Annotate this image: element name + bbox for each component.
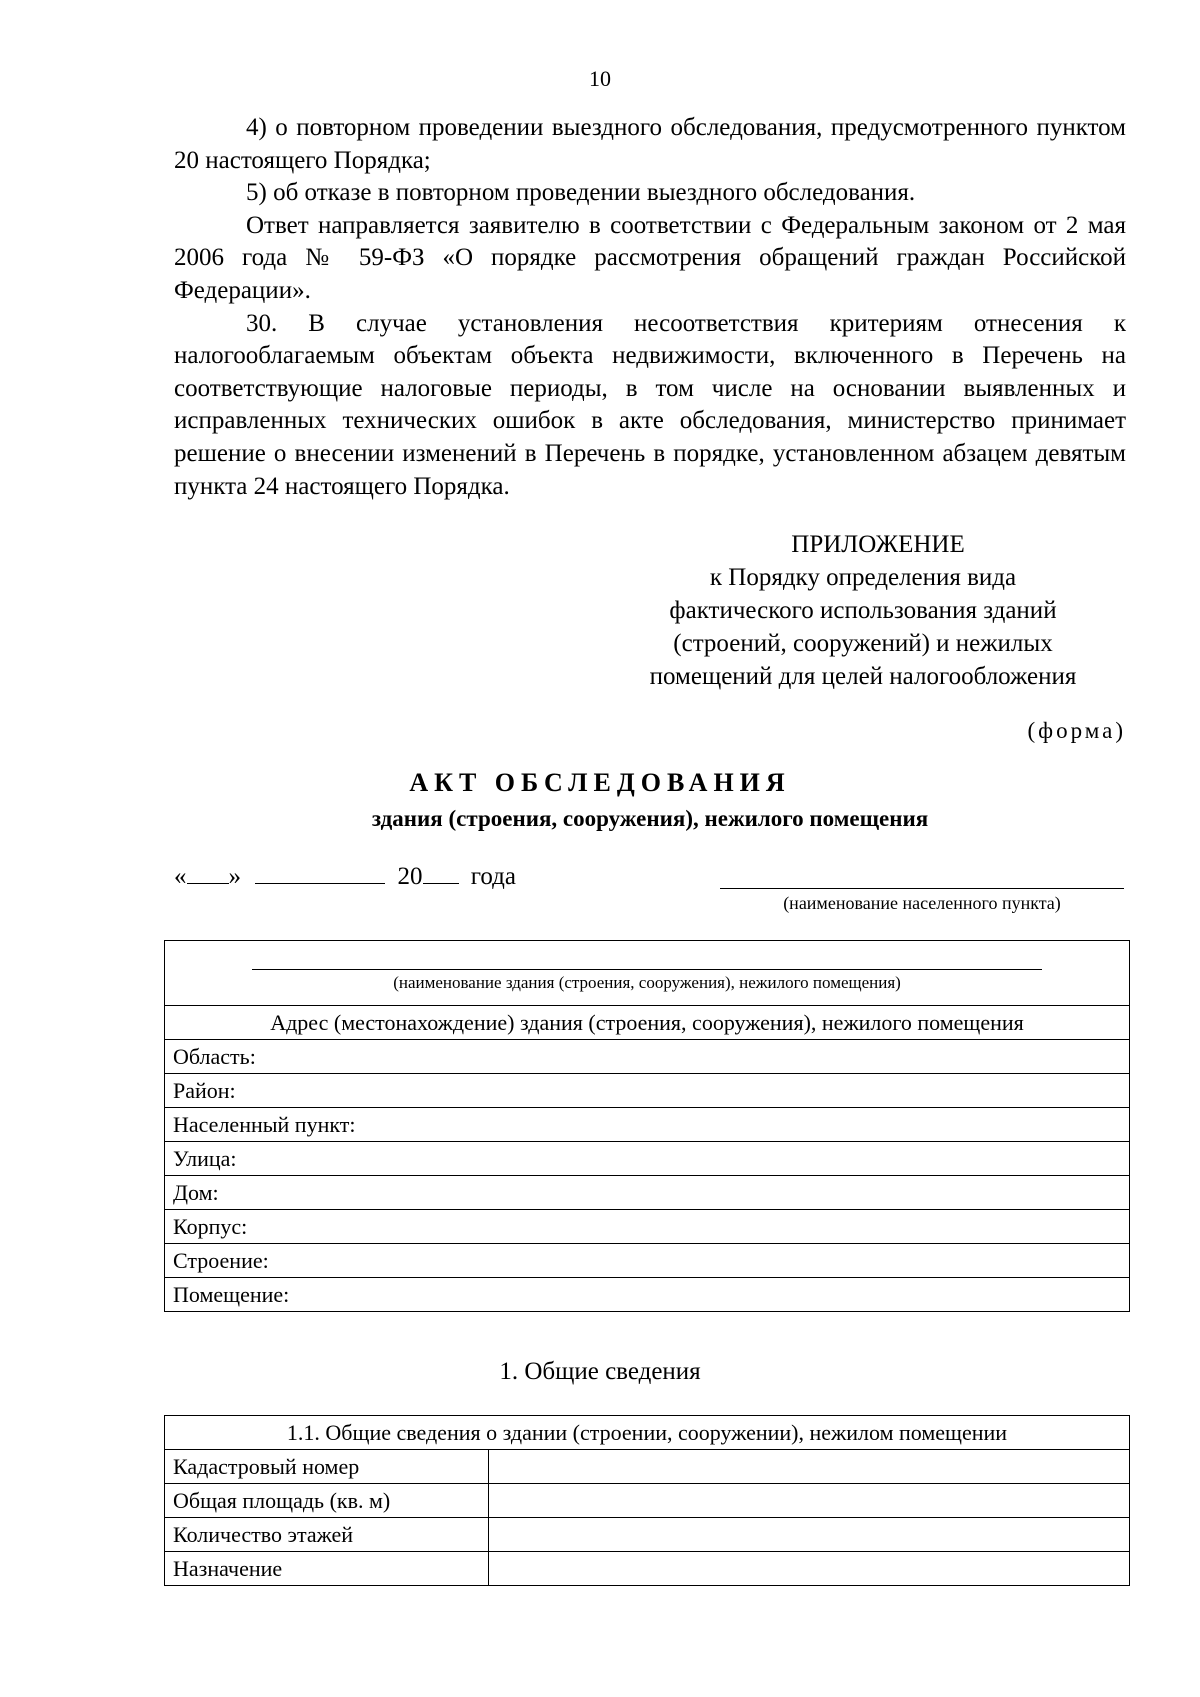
place-caption: (наименование населенного пункта) xyxy=(783,893,1061,913)
address-row-street: Улица: xyxy=(165,1142,1130,1176)
address-row-region: Область: xyxy=(165,1040,1130,1074)
appendix-block xyxy=(600,528,1126,693)
date-line xyxy=(174,861,516,891)
address-row-locality: Населенный пункт: xyxy=(165,1108,1130,1142)
appendix-line: помещений для целей налогообложения xyxy=(649,663,1077,690)
total-area-label: Общая площадь (кв. м) xyxy=(165,1484,489,1518)
appendix-title: ПРИЛОЖЕНИЕ xyxy=(791,531,965,558)
address-row-premises: Помещение: xyxy=(165,1278,1130,1312)
forma-label: (форма) xyxy=(1027,718,1126,743)
appendix-line: к Порядку определения вида xyxy=(709,564,1017,591)
general-info-header: 1.1. Общие сведения о здании (строении, сооружении), нежилом помещении xyxy=(165,1416,1130,1450)
purpose-value[interactable] xyxy=(489,1552,1130,1586)
year-prefix: 20 xyxy=(397,863,423,890)
building-name-cell xyxy=(165,941,1130,1006)
paragraph-30: 30. В случае установления несоответствия критериям отнесения к налогооблагаемым объектам объекта недвижимости, включенного в Перечень на соответствующие налоговые периоды, в том числе на основании выявленных и исправленных технических ошибок в акте обследования, министерство принимает решение о внесении изменений в Перечень в порядке, установленном абзацем девятым пункта 24 настоящего Порядка. xyxy=(174,309,1126,500)
place-blank[interactable] xyxy=(720,888,1124,889)
floors-count-value[interactable] xyxy=(489,1518,1130,1552)
act-subtitle: здания (строения, сооружения), нежилого помещения xyxy=(371,806,929,831)
page-number: 10 xyxy=(589,66,611,91)
section-title: 1. Общие сведения xyxy=(499,1358,701,1385)
paragraph-item-5: 5) об отказе в повторном проведении выездного обследования. xyxy=(246,179,916,207)
general-info-table xyxy=(164,1415,1130,1586)
act-title: АКТ ОБСЛЕДОВАНИЯ xyxy=(409,768,791,797)
address-row-district: Район: xyxy=(165,1074,1130,1108)
date-open-quote: « xyxy=(174,863,187,890)
paragraph-item-4: 4) о повторном проведении выездного обследования, предусмотренного пунктом 20 настоящего Порядка; xyxy=(174,114,1126,174)
address-header: Адрес (местонахождение) здания (строения, сооружения), нежилого помещения xyxy=(165,1006,1130,1040)
cadastral-number-label: Кадастровый номер xyxy=(165,1450,489,1484)
cadastral-number-value[interactable] xyxy=(489,1450,1130,1484)
appendix-line: (строений, сооружений) и нежилых xyxy=(673,630,1053,657)
date-close-quote: » xyxy=(228,863,241,890)
floors-count-label: Количество этажей xyxy=(165,1518,489,1552)
address-row-structure: Строение: xyxy=(165,1244,1130,1278)
address-row-house: Дом: xyxy=(165,1176,1130,1210)
purpose-label: Назначение xyxy=(165,1552,489,1586)
body-text xyxy=(174,112,1126,503)
address-row-building: Корпус: xyxy=(165,1210,1130,1244)
address-table xyxy=(164,940,1130,1312)
total-area-value[interactable] xyxy=(489,1484,1130,1518)
year-suffix: года xyxy=(470,863,516,890)
paragraph-response: Ответ направляется заявителю в соответствии с Федеральным законом от 2 мая 2006 года № 59-ФЗ «О порядке рассмотрения обращений граждан Российской Федерации». xyxy=(174,211,1126,304)
appendix-line: фактического использования зданий xyxy=(669,597,1057,624)
building-name-caption: (наименование здания (строения, сооружения), нежилого помещения) xyxy=(393,973,901,992)
day-blank[interactable] xyxy=(187,861,229,884)
month-blank[interactable] xyxy=(255,861,385,884)
year-blank[interactable] xyxy=(423,861,459,884)
